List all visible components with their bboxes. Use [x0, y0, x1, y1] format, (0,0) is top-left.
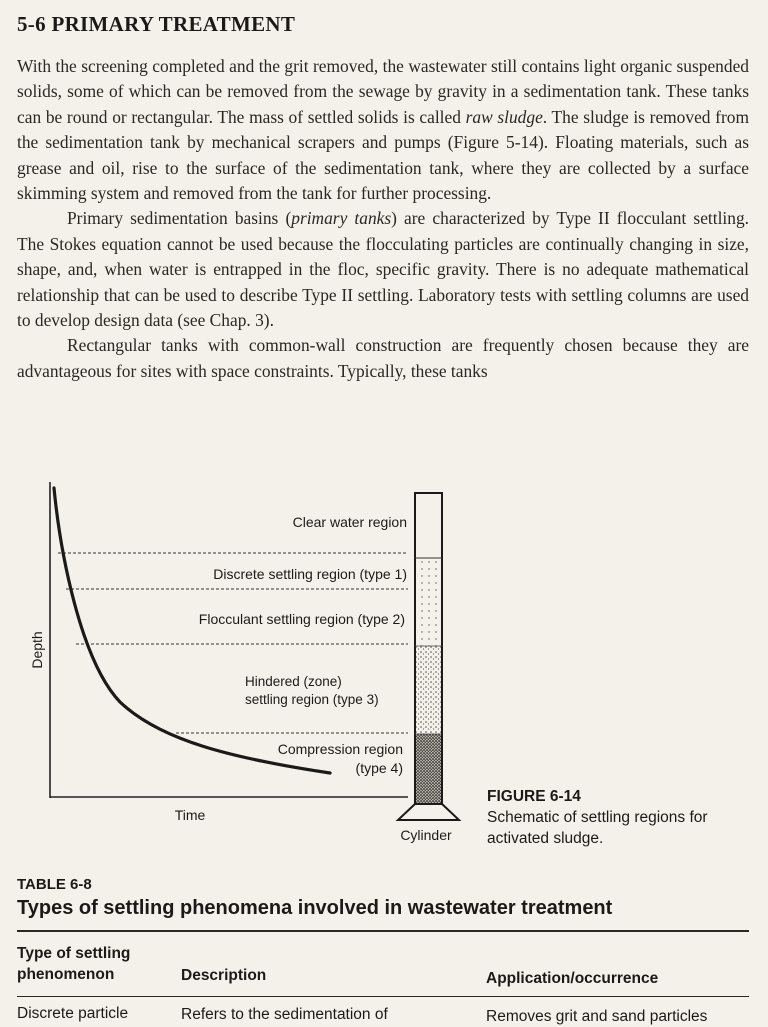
table-header-application: Application/occurrence — [486, 970, 659, 987]
paragraph-1 — [17, 54, 749, 206]
table-top-rule — [17, 930, 749, 932]
term-primary-tanks: primary tanks — [291, 208, 392, 229]
table-cell-application: Removes grit and sand particles — [486, 1008, 708, 1025]
label-compression-line1: Compression region — [277, 741, 403, 757]
paragraph-1-part-b: . The sludge is removed from the sedimentation tank by mechanical scrapers and pumps (Figure 5-14). Floating materials, such as grease and oil, rise to the surface of the sedimentation tank, where they are collected by a surface skimming system and removed from the tank for further processing. — [17, 106, 749, 204]
table-title: Types of settling phenomena involved in wastewater treatment — [17, 897, 613, 919]
body-text — [17, 54, 749, 384]
term-raw-sludge: raw sludge — [465, 106, 543, 127]
label-clear-water: Clear water region — [292, 514, 407, 530]
figure-number: FIGURE 6-14 — [487, 788, 581, 805]
table-label: TABLE 6-8 — [17, 876, 92, 893]
label-discrete-settling: Discrete settling region (type 1) — [213, 566, 407, 582]
section-title: 5-6 PRIMARY TREATMENT — [17, 12, 296, 36]
label-compression-line2: (type 4) — [355, 760, 403, 776]
paragraph-1-part-a: With the screening completed and the grit removed, the wastewater still contains light organic suspended solids, some of which can be removed from the sewage by gravity in a sedimentation tank. These tanks can be round or rectangular. The mass of settled solids is called — [17, 56, 749, 127]
label-hindered-line2: settling region (type 3) — [245, 692, 379, 707]
label-hindered-line1: Hindered (zone) — [245, 674, 342, 689]
table-header-type: Type of settling phenomenon — [17, 945, 131, 983]
table-header-rule — [17, 996, 749, 997]
figure-caption — [487, 786, 757, 849]
figure-caption-text: Schematic of settling regions for activated sludge. — [487, 809, 708, 847]
x-axis-label: Time — [174, 807, 206, 823]
cylinder-icon — [398, 493, 459, 820]
table-cell-type: Discrete particle — [17, 1005, 129, 1022]
label-flocculant-settling: Flocculant settling region (type 2) — [198, 611, 405, 627]
settling-curve — [54, 488, 330, 773]
paragraph-3: Rectangular tanks with common-wall construction are frequently chosen because they are advantageous for sites with space constraints. Typically, these tanks — [17, 335, 749, 381]
paragraph-2 — [17, 206, 749, 333]
table-cell-description: Refers to the sedimentation of — [181, 1006, 388, 1023]
table-header-description: Description — [181, 967, 267, 984]
paragraph-2-part-b: ) are characterized by Type II flocculant settling. The Stokes equation cannot be used because the flocculating particles are continually changing in size, shape, and, when water is entrapped in the floc, specific gravity. There is no adequate mathematical relationship that can be used to describe Type II settling. Laboratory tests with settling columns are used to develop design data (see Chap. 3). — [17, 208, 749, 331]
y-axis-label: Depth — [29, 631, 45, 669]
cylinder-label: Cylinder — [400, 827, 452, 843]
paragraph-2-part-a: Primary sedimentation basins ( — [67, 208, 292, 229]
